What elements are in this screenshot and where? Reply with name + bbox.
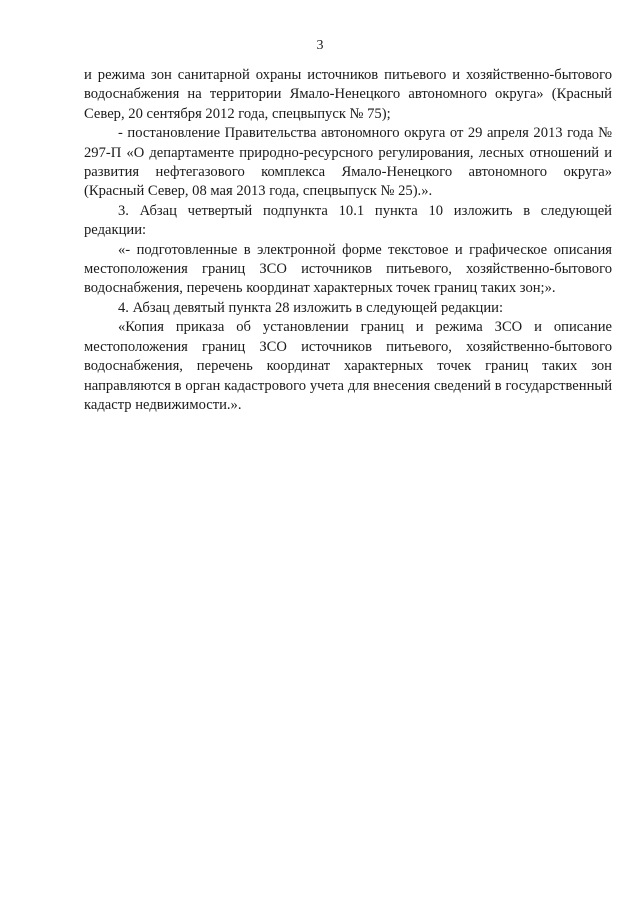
paragraph-item-4: 4. Абзац девятый пункта 28 изложить в следующей редакции: (118, 299, 504, 316)
paragraph-item-3: 3. Абзац четвертый подпункта 10.1 пункта 10 изложить в следующей редакции: (84, 202, 612, 239)
page-number: 3 (316, 38, 324, 53)
paragraph-resolution-297p: - постановление Правительства автономного округа от 29 апреля 2013 года № 297-П «О департаменте природно-ресурсного регулирования, лесных отношений и развития нефтегазового комплекса Ямало-Ненецкого автономного округа» (Красный Север, 08 мая 2013 года, спецвыпуск № 25).». (84, 125, 612, 200)
paragraph-item-4-text: «Копия приказа об установлении границ и режима ЗСО и описание местоположения границ ЗСО источников питьевого, хозяйственно-бытового водоснабжения, перечень координат характерных точек границ таких зон направляются в орган кадастрового учета для внесения сведений в государственный кадастр недвижимости.». (84, 319, 612, 413)
paragraph-continuation: и режима зон санитарной охраны источников питьевого и хозяйственно-бытового водоснабжения на территории Ямало-Ненецкого автономного округа» (Красный Север, 20 сентября 2012 года, спецвыпуск № 75); (84, 67, 612, 122)
document-body (84, 66, 612, 415)
paragraph-item-3-text: «- подготовленные в электронной форме текстовое и графическое описания местоположения границ ЗСО источников питьевого, хозяйственно-бытового водоснабжения, перечень координат характерных точек границ таких зон;». (84, 241, 612, 297)
